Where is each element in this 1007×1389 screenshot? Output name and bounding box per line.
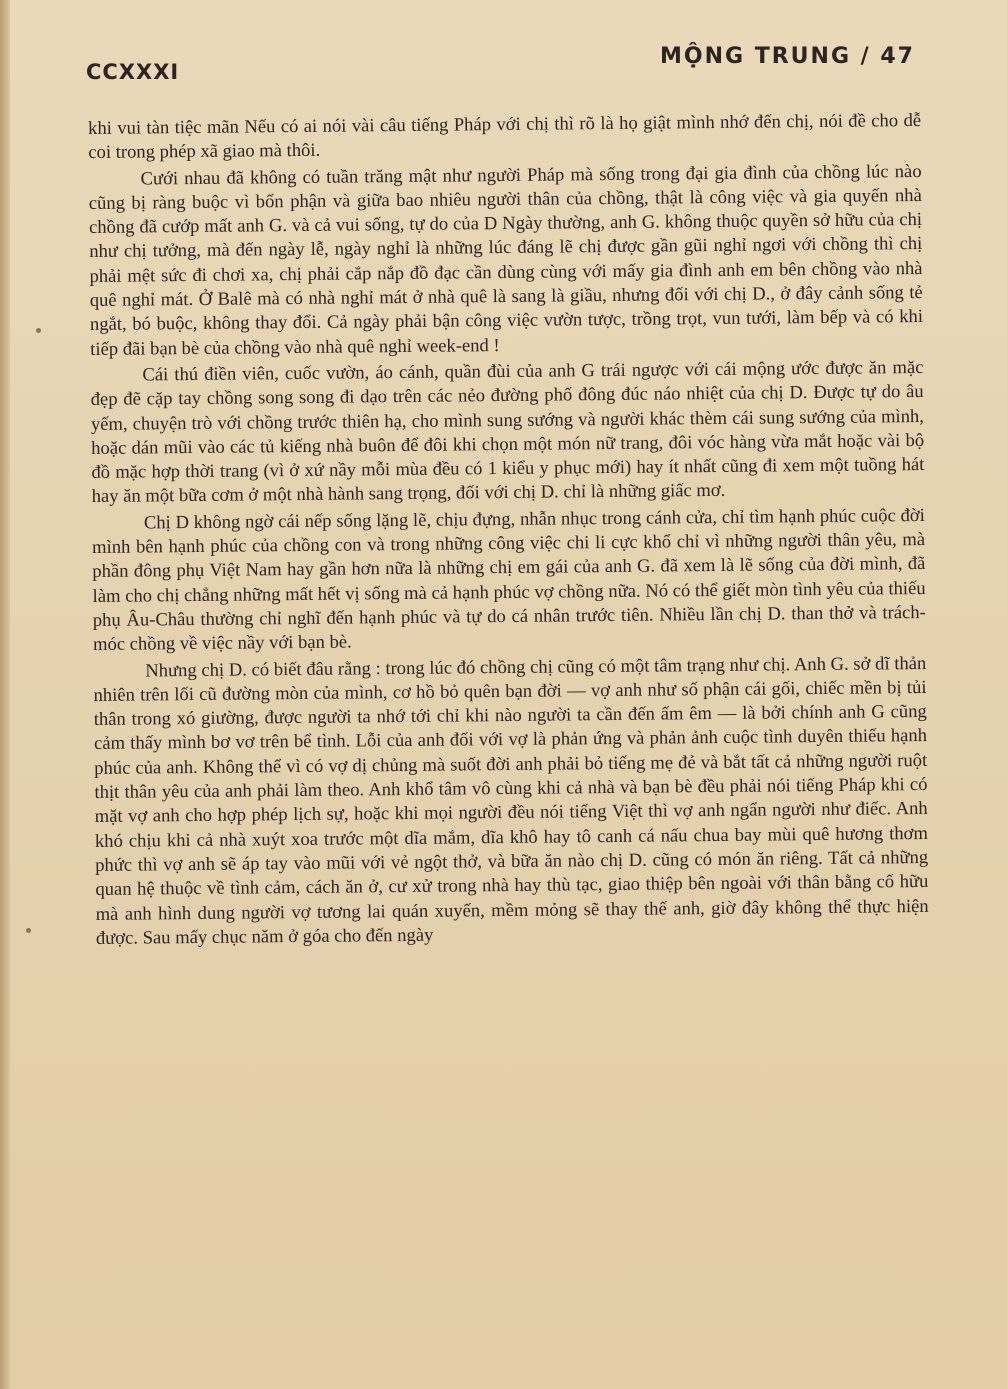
paragraph: Cưới nhau đã không có tuần trăng mật như người Pháp mà sống trong đại gia đình của chồng lúc nào cũng bị ràng buộc vì bổn phận và giữa bao nhiêu người thân của chồng, thật là công việc và gia quyến nhà chồng đã cướp mất anh G. và cả vui sống, tự do của D Ngày thường, anh G. không thuộc quyền sở hữu của chị như chị tưởng, mà đến ngày lễ, ngày nghỉ là những lúc đáng lẽ chị được gần gũi nghỉ ngơi với chồng thì chị phải mệt sức đi chơi xa, chị phải cắp nắp đồ đạc cần dùng cùng với mấy gia đình anh em bên chồng vào nhà quê nghỉ mát. Ở Balê mà có nhà nghỉ mát ở nhà quê là sang là giầu, nhưng đối với chị D., ở đây cảnh sống tẻ ngắt, bó buộc, không thay đổi. Cả ngày phải bận công việc vườn tược, trồng trọt, vun tưới, làm bếp và có khi tiếp đãi bạn bè của chồng vào nhà quê nghỉ week-end ! [88, 160, 924, 360]
chapter-number: CCXXXI [86, 60, 180, 84]
paragraph: khi vui tàn tiệc mãn Nếu có ai nói vài câu tiếng Pháp với chị thì rõ là họ giật mình nhớ đến chị, nói đề cho dễ coi trong phép xã giao mà thôi. [88, 110, 922, 164]
paragraph: Chị D không ngờ cái nếp sống lặng lẽ, chịu đựng, nhẫn nhục trong cánh cửa, chỉ tìm hạnh phúc cuộc đời mình bên hạnh phúc của chồng con và trong những công việc chi li cực khổ chỉ vì những người thân yêu, mà phần đông phụ Việt Nam hay gần hơn nữa là những chị em gái của anh G. đã xem là lẽ sống của đời mình, đã làm cho chị chẳng những mất hết vị sống mà cả hạnh phúc vợ chồng nữa. Nó có thể giết mòn tình yêu của thiếu phụ Âu-Châu thường chỉ nghĩ đến hạnh phúc và tự do cá nhân trước tiên. Nhiều lần chị D. than thở và trách-móc chồng về việc nầy với bạn bè. [92, 504, 926, 656]
paragraph: Cái thú điền viên, cuốc vườn, áo cánh, quần đùi của anh G trái ngược với cái mộng ước được ăn mặc đẹp đẽ cặp tay chồng song song đi dạo trên các nẻo đường phố đông đúc náo nhiệt của chị D. Được tự do âu yếm, chuyện trò với chồng trước thiên hạ, cho mình sung sướng và người khác thèm cái sung sướng của mình, hoặc dán mũi vào các tủ kiếng nhà buôn để đôi khi chọn một món nữ trang, đôi vóc hàng vừa mắt hoặc vài bộ đồ mặc hợp thời trang (vì ở xứ nầy mỗi mùa đều có 1 kiểu y phục mới) hay ít nhất cũng đi xem một tuồng hát hay ăn một bữa cơm ở một nhà hành sang trọng, đối với chị D. chỉ là những giấc mơ. [90, 356, 925, 508]
binding-hole-mark [36, 328, 41, 333]
running-title-page-number: MỘNG TRUNG / 47 [660, 44, 915, 69]
page-header [86, 42, 915, 82]
paragraph: Nhưng chị D. có biết đâu rằng : trong lúc đó chồng chị cũng có một tâm trạng như chị. Anh G. sở dĩ thản nhiên trên lối cũ đường mòn của mình, cơ hồ bỏ quên bạn đời — vợ anh như số phận cái gối, chiếc mền bị tủi thân trong xó giường, được người ta nhớ tới chỉ khi nào người ta cần đến ấm êm — là bởi chính anh G cũng cảm thấy mình bơ vơ trên bể tình. Lỗi của anh đối với vợ là phản ứng và phản ảnh cuộc tình duyên thiếu hạnh phúc của anh. Không thể vì có vợ dị chủng mà suốt đời anh phải bỏ tiếng mẹ đẻ và bắt tất cả những người ruột thịt thân yêu của anh phải làm theo. Anh khổ tâm vô cùng khi cả nhà và bạn bè đều phải nói tiếng Pháp khi có mặt vợ anh cho hợp phép lịch sự, hoặc khi mọi người đều nói tiếng Việt thì vợ anh ngẩn người như điếc. Anh khó chịu khi cả nhà xuýt xoa trước một dĩa mắm, dĩa khô hay tô canh cá nấu chua bay mùi quê hương thơm phức thì vợ anh sẽ áp tay vào mũi với vẻ ngột thở, và bữa ăn nào chị D. cũng có món ăn riêng. Tất cả những quan hệ thuộc về tình cảm, cách ăn ở, cư xử trong nhà hay thù tạc, giao thiệp bên ngoài với thân bằng cố hữu mà anh hình dung người vợ tương lai quán xuyến, mềm mỏng sẽ thay thế anh, giờ đây không thể thực hiện được. Sau mấy chục năm ở góa cho đến ngày [93, 652, 929, 949]
binding-hole-mark [26, 928, 31, 933]
page-body [88, 109, 929, 951]
